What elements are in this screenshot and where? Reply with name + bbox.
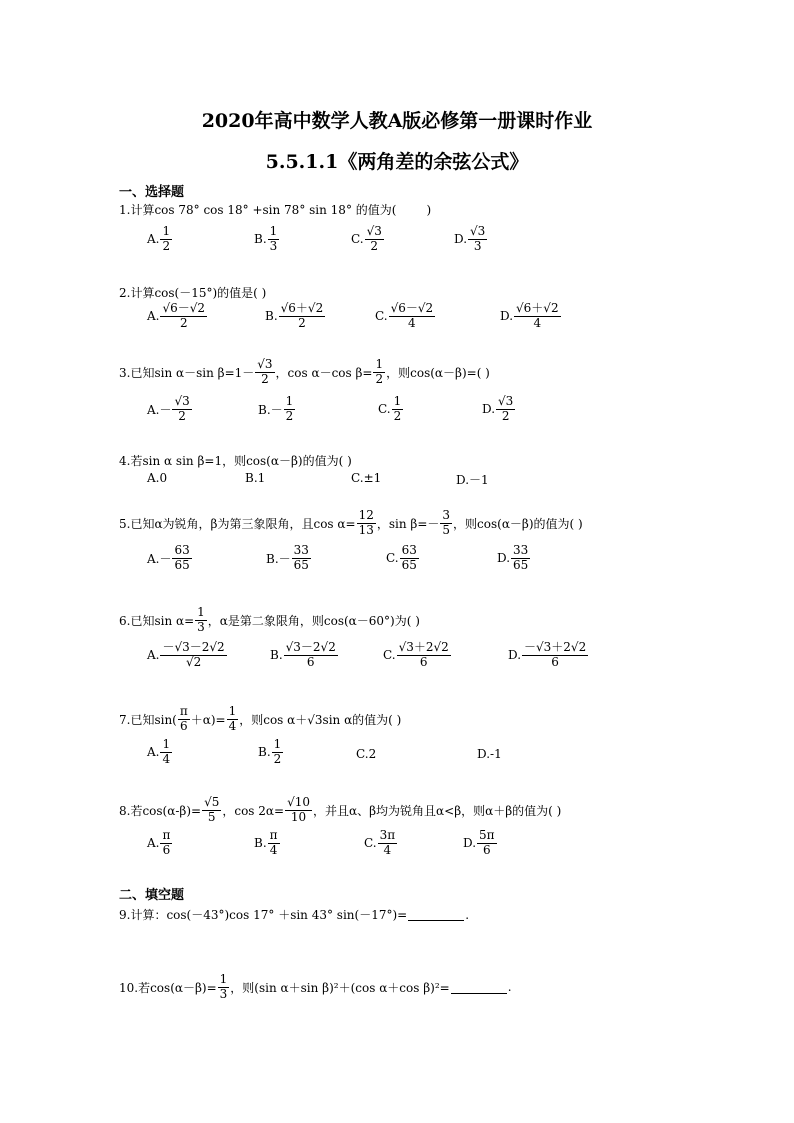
text-segment: ，cos α－cos β= (275, 365, 373, 380)
q8-option-b (254, 829, 281, 858)
text-segment: . (507, 980, 512, 995)
text-segment: ，则cos(α－β)的值为( ) (453, 516, 583, 531)
fraction-denominator: 2 (179, 315, 188, 330)
fraction (365, 225, 384, 254)
text-segment: D. (500, 309, 514, 324)
q7-option-d: D.-1 (477, 747, 502, 761)
q3-option-c (378, 395, 404, 424)
fraction (284, 641, 338, 670)
q1-option-d (454, 225, 488, 254)
q4-option-b: B.1 (245, 471, 266, 485)
fraction (218, 973, 230, 1002)
section-fill-heading: 二、填空题 (119, 888, 185, 903)
text-segment: A. (147, 309, 160, 324)
fraction-denominator: 6 (482, 842, 491, 857)
text-segment: D. (482, 402, 496, 417)
question-3-stem (119, 358, 490, 387)
fraction (496, 395, 515, 424)
text-segment: A.－ (147, 551, 172, 566)
fraction-denominator: 5 (442, 522, 451, 537)
q4-option-d: D.－1 (456, 473, 489, 487)
question-2-stem: 2.计算cos(－15°)的值是( ) (119, 286, 267, 300)
q7-option-a (147, 738, 173, 767)
fraction (160, 641, 226, 670)
fraction-numerator: 1 (228, 704, 237, 718)
fraction (468, 225, 487, 254)
fraction-numerator: 1 (269, 224, 278, 238)
text-segment: . (465, 907, 470, 922)
q4-option-a: A.0 (147, 471, 168, 485)
q6-option-b (270, 641, 339, 670)
q6-option-c (383, 641, 452, 670)
text-segment: C. (351, 232, 364, 247)
fraction-denominator: 2 (285, 408, 294, 423)
text-segment: C. (386, 551, 399, 566)
fraction-denominator: 5 (207, 809, 216, 824)
fraction-numerator: √3 (257, 357, 273, 371)
fraction-denominator: 10 (290, 809, 307, 824)
fraction-numerator: √3－2√2 (285, 640, 336, 654)
fraction-numerator: √5 (204, 795, 220, 809)
fraction-denominator: 3 (219, 986, 228, 1001)
fraction-denominator: 2 (273, 751, 282, 766)
fraction-numerator: π (162, 828, 171, 842)
text-segment: C. (378, 402, 391, 417)
fraction (373, 358, 385, 387)
q8-option-a (147, 829, 173, 858)
fraction-numerator: －√3＋2√2 (524, 640, 587, 654)
fraction-denominator: 13 (358, 522, 374, 537)
question-6-stem (119, 606, 420, 635)
text-segment: ＋α)= (190, 712, 226, 727)
text-segment: 5.已知α为锐角，β为第三象限角，且cos α= (119, 516, 356, 531)
text-segment: B. (258, 745, 271, 760)
text-segment: 9.计算：cos(－43°)cos 17° ＋sin 43° sin(－17°)= (119, 908, 408, 922)
q3-option-b (258, 395, 296, 424)
fraction-denominator: 6 (306, 654, 315, 669)
text-segment: D. (497, 551, 511, 566)
fraction (400, 544, 419, 573)
fraction-denominator: 65 (513, 557, 529, 572)
text-segment: C. (383, 648, 396, 663)
q5-option-d (497, 544, 531, 573)
fraction (268, 829, 280, 858)
q8-option-c (364, 829, 398, 858)
fraction-denominator: 4 (228, 718, 237, 733)
fraction-numerator: √3 (174, 394, 190, 408)
fraction-denominator: 65 (174, 557, 190, 572)
fraction-denominator: 4 (162, 751, 171, 766)
fraction (268, 225, 280, 254)
fraction-denominator: 65 (293, 557, 309, 572)
fraction (272, 738, 284, 767)
fraction (389, 302, 436, 331)
text-segment: A. (147, 836, 160, 851)
fraction (440, 509, 452, 538)
q5-option-a (147, 544, 193, 573)
fraction-denominator: 2 (393, 408, 402, 423)
text-segment: A. (147, 232, 160, 247)
q2-option-b (265, 302, 326, 331)
text-segment: A. (147, 745, 160, 760)
fraction-denominator: 4 (383, 842, 392, 857)
fraction-numerator: √3 (470, 224, 486, 238)
fraction-numerator: √6－√2 (390, 301, 434, 315)
fraction-denominator: 65 (401, 557, 417, 572)
text-segment: ，α是第二象限角，则cos(α－60°)为( ) (207, 613, 420, 628)
text-segment: A.－ (147, 402, 172, 417)
question-1-text: 1.计算cos 78° cos 18° +sin 78° sin 18° 的值为( (119, 203, 397, 217)
fraction (285, 796, 312, 825)
question-10-stem (119, 973, 512, 1002)
fraction-denominator: 2 (501, 408, 510, 423)
text-segment: 6.已知sin α= (119, 613, 195, 628)
text-segment: 8.若cos(α-β)= (119, 803, 202, 818)
fraction (477, 829, 497, 858)
question-7-stem (119, 705, 401, 734)
question-4-stem: 4.若sin α sin β=1，则cos(α－β)的值为( ) (119, 454, 352, 468)
text-segment: ，并且α、β均为锐角且α<β，则α＋β的值为( ) (313, 803, 562, 818)
text-segment: C. (364, 836, 377, 851)
section-choice-heading: 一、选择题 (119, 185, 185, 200)
fraction-numerator: －√3－2√2 (162, 640, 225, 654)
q6-option-d (508, 641, 589, 670)
fraction (160, 225, 172, 254)
question-1-stem (119, 201, 431, 218)
fraction-denominator: 4 (269, 842, 278, 857)
fraction-denominator: 6 (551, 654, 559, 669)
text-segment: C. (375, 309, 388, 324)
fraction (284, 395, 296, 424)
fraction (160, 302, 207, 331)
text-segment: 7.已知sin( (119, 712, 177, 727)
fraction-numerator: √3 (498, 394, 514, 408)
fraction-denominator: 2 (261, 371, 269, 386)
fraction-denominator: √2 (185, 654, 202, 669)
fraction (357, 509, 376, 538)
fraction (511, 544, 530, 573)
text-segment: 10.若cos(α－β)= (119, 980, 217, 995)
fraction-numerator: π (269, 828, 278, 842)
text-segment: D. (508, 648, 522, 663)
fraction-numerator: 33 (513, 543, 529, 557)
fraction-denominator: 3 (197, 619, 205, 634)
q1-option-c (351, 225, 385, 254)
fraction-numerator: 3 (442, 508, 451, 522)
fraction-numerator: √10 (287, 795, 310, 809)
fraction-denominator: 4 (533, 315, 542, 330)
fraction-numerator: 1 (197, 605, 205, 619)
fraction-denominator: 6 (179, 718, 188, 733)
text-segment: B.－ (266, 551, 291, 566)
fraction-numerator: √3 (366, 224, 382, 238)
fraction-numerator: 63 (174, 543, 190, 557)
text-segment: B.－ (258, 402, 283, 417)
fraction (227, 705, 239, 734)
question-5-stem (119, 509, 583, 538)
q4-option-c: C.±1 (351, 471, 382, 485)
q5-option-b (266, 544, 312, 573)
text-segment: B. (254, 836, 267, 851)
text-segment: B. (254, 232, 267, 247)
q5-option-c (386, 544, 420, 573)
q1-option-a (147, 225, 173, 254)
text-segment: ，则cos(α－β)=( ) (386, 365, 490, 380)
fraction-numerator: 12 (358, 508, 374, 522)
fraction-denominator: 2 (178, 408, 186, 423)
fraction-numerator: 1 (162, 224, 171, 238)
question-1-paren: ) (426, 202, 432, 217)
fraction (202, 796, 221, 825)
fraction-denominator: 6 (162, 842, 171, 857)
text-segment: B. (265, 309, 278, 324)
text-segment: ，cos 2α= (222, 803, 285, 818)
fraction (195, 606, 207, 635)
text-segment: B. (270, 648, 283, 663)
text-segment: D. (463, 836, 477, 851)
fraction (292, 544, 311, 573)
q2-option-a (147, 302, 208, 331)
fraction-denominator: 4 (408, 315, 416, 330)
q3-option-a (147, 395, 193, 424)
text-segment: ，则(sin α＋sin β)²＋(cos α＋cos β)²= (230, 980, 450, 995)
fraction-denominator: 2 (162, 238, 171, 253)
fraction-numerator: √6－√2 (162, 301, 206, 315)
fraction-denominator: 2 (375, 371, 384, 386)
fraction (172, 544, 191, 573)
fraction (279, 302, 326, 331)
fraction-denominator: 3 (269, 238, 278, 253)
fraction (392, 395, 404, 424)
page-title: 2020年高中数学人教A版必修第一册课时作业 (201, 110, 593, 132)
fraction (160, 829, 172, 858)
fraction-numerator: 1 (393, 394, 402, 408)
fraction-numerator: 5π (479, 828, 495, 842)
fraction (514, 302, 561, 331)
text-segment: ，则cos α＋√3sin α的值为( ) (239, 712, 402, 727)
fraction-numerator: π (179, 704, 188, 718)
fraction (160, 738, 172, 767)
fraction-numerator: √3＋2√2 (398, 640, 449, 654)
q2-option-d (500, 302, 562, 331)
text-segment: A. (147, 648, 160, 663)
fraction-numerator: 1 (285, 394, 294, 408)
fraction-numerator: 33 (293, 543, 309, 557)
fraction-denominator: 2 (298, 315, 306, 330)
text-segment: D. (454, 232, 468, 247)
q1-option-b (254, 225, 280, 254)
answer-blank-10[interactable] (451, 981, 507, 994)
fraction (378, 829, 398, 858)
fraction (397, 641, 451, 670)
fraction-denominator: 3 (473, 238, 482, 253)
fraction-numerator: √6＋√2 (516, 301, 559, 315)
fraction (178, 705, 190, 734)
q2-option-c (375, 302, 436, 331)
page-subtitle: 5.5.1.1《两角差的余弦公式》 (265, 151, 529, 173)
q7-option-b (258, 738, 284, 767)
fraction (172, 395, 191, 424)
answer-blank-9[interactable] (408, 908, 464, 921)
fraction-numerator: 1 (219, 972, 228, 986)
fraction (255, 358, 274, 387)
q8-option-d (463, 829, 498, 858)
fraction-denominator: 2 (370, 238, 379, 253)
q3-option-d (482, 395, 516, 424)
text-segment: 3.已知sin α－sin β=1－ (119, 365, 255, 380)
fraction-numerator: 63 (401, 543, 417, 557)
q6-option-a (147, 641, 228, 670)
fraction-numerator: 1 (273, 737, 282, 751)
fraction-numerator: 1 (375, 357, 384, 371)
q7-option-c: C.2 (356, 747, 377, 761)
text-segment: ，sin β=－ (376, 516, 440, 531)
fraction-numerator: √6＋√2 (280, 301, 324, 315)
fraction (522, 641, 588, 670)
question-9-stem (119, 906, 469, 923)
fraction-numerator: 1 (162, 737, 171, 751)
fraction-denominator: 6 (419, 654, 428, 669)
question-8-stem (119, 796, 561, 825)
fraction-numerator: 3π (379, 828, 396, 842)
